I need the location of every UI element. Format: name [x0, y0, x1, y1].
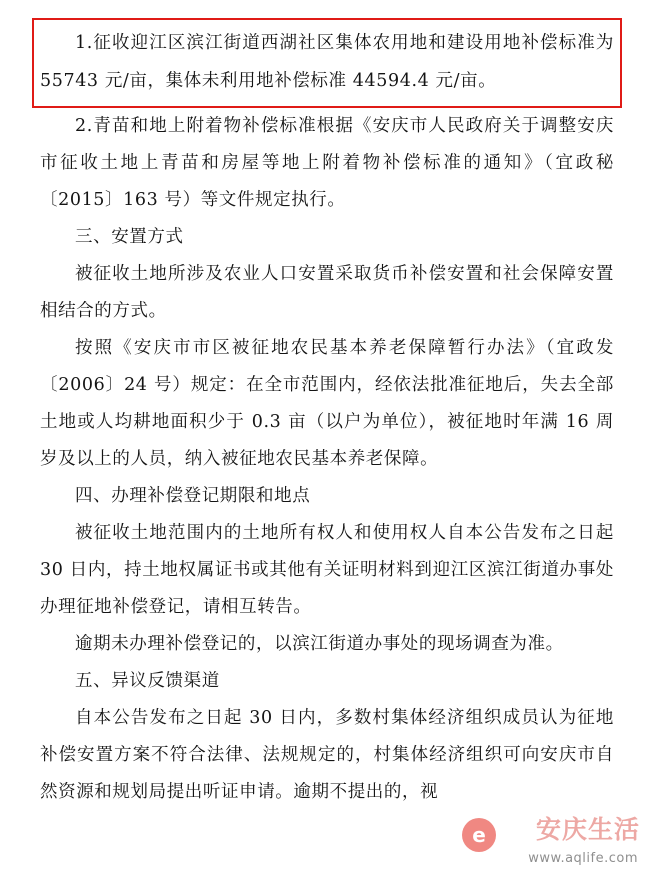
highlighted-clause-box	[32, 18, 622, 108]
paragraph-pension-policy: 按照《安庆市市区被征地农民基本养老保障暂行办法》（宜政发〔2006〕24 号）规定：在全市范围内，经依法批准征地后，失去全部土地或人均耕地面积少于 0.3 亩（以户为单位），被征地时年满 16 周岁及以上的人员，纳入被征地农民基本养老保障。	[40, 338, 614, 469]
section-heading-registration: 四、办理补偿登记期限和地点	[75, 486, 311, 506]
paragraph-objection-channel: 自本公告发布之日起 30 日内，多数村集体经济组织成员认为征地补偿安置方案不符合法律、法规规定的，村集体经济组织可向安庆市自然资源和规划局提出听证申请。逾期不提出的，视	[40, 708, 614, 802]
section-heading-objection: 五、异议反馈渠道	[75, 671, 220, 691]
section-heading-resettlement: 三、安置方式	[75, 227, 184, 247]
watermark-text: 安庆生活	[535, 815, 640, 844]
paragraph-resettlement-method: 被征收土地所涉及农业人口安置采取货币补偿安置和社会保障安置相结合的方式。	[40, 264, 614, 321]
paragraph-overdue-registration: 逾期未办理补偿登记的，以滨江街道办事处的现场调查为准。	[75, 634, 564, 654]
watermark-container	[396, 810, 646, 872]
paragraph-registration-procedure: 被征收土地范围内的土地所有权人和使用权人自本公告发布之日起 30 日内，持土地权属证书或其他有关证明材料到迎江区滨江街道办事处办理征地补偿登记，请相互转告。	[40, 523, 614, 617]
watermark-url: www.aqlife.com	[528, 851, 638, 866]
watermark-logo-icon: e	[462, 818, 496, 852]
highlighted-clause-text: 1.征收迎江区滨江街道西湖社区集体农用地和建设用地补偿标准为 55743 元/亩，集体未利用地补偿标准 44594.4 元/亩。	[40, 33, 614, 91]
paragraph-compensation-standards: 2.青苗和地上附着物补偿标准根据《安庆市人民政府关于调整安庆市征收土地上青苗和房屋等地上附着物补偿标准的通知》（宜政秘〔2015〕163 号）等文件规定执行。	[40, 116, 614, 210]
